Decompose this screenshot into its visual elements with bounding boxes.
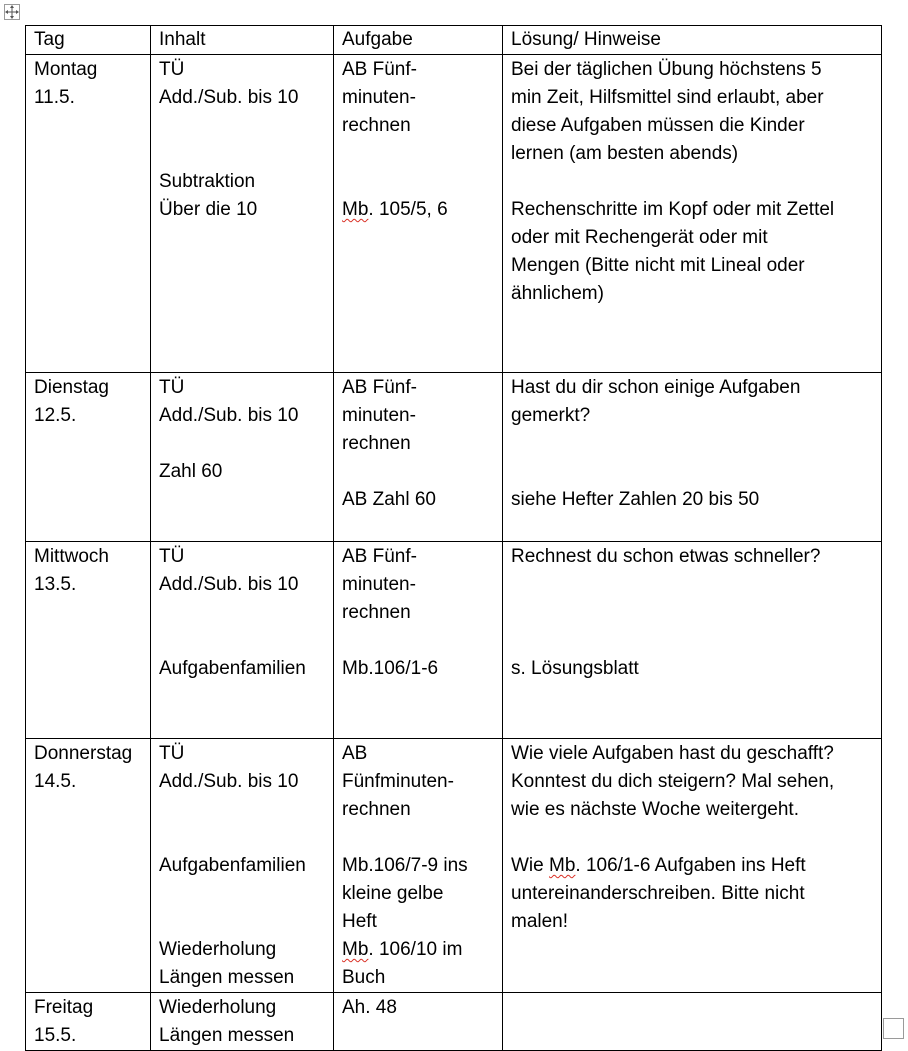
cell-loesung[interactable] — [503, 55, 882, 373]
table-header-row — [26, 26, 882, 55]
cell-line: Hast du dir schon einige Aufgaben — [511, 377, 801, 398]
cell-line: AB — [342, 743, 368, 764]
cell-line: Bei der täglichen Übung höchstens 5 — [511, 59, 822, 80]
cell-line: Add./Sub. bis 10 — [159, 87, 299, 108]
header-cell-loesung[interactable]: Lösung/ Hinweise — [503, 26, 882, 55]
table-row — [26, 373, 882, 542]
table-row — [26, 55, 882, 373]
blank-line — [342, 140, 494, 168]
cell-line: Freitag — [34, 997, 94, 1018]
table-row — [26, 739, 882, 993]
cell-line: Ah. 48 — [342, 997, 397, 1018]
blank-line — [511, 430, 873, 458]
cell-line: 12.5. — [34, 405, 77, 426]
cell-tag[interactable] — [26, 373, 151, 542]
cell-line: diese Aufgaben müssen die Kinder — [511, 115, 805, 136]
cell-line: Über die 10 — [159, 199, 258, 220]
cell-line: Buch — [342, 967, 386, 988]
cell-line: minuten- — [342, 574, 416, 595]
cell-line: Wiederholung — [159, 997, 277, 1018]
cell-line: Konntest du dich steigern? Mal sehen, — [511, 771, 835, 792]
cell-line: 15.5. — [34, 1025, 77, 1046]
cell-aufgabe[interactable] — [334, 993, 503, 1051]
cell-line: AB Fünf- — [342, 546, 417, 567]
cell-inhalt[interactable] — [151, 993, 334, 1051]
cell-line: Zahl 60 — [159, 461, 223, 482]
header-cell-aufgabe[interactable]: Aufgabe — [334, 26, 503, 55]
weekly-plan-table — [25, 25, 882, 1051]
cell-loesung[interactable] — [503, 993, 882, 1051]
cell-line: Add./Sub. bis 10 — [159, 771, 299, 792]
blank-line — [511, 627, 873, 655]
table-row — [26, 542, 882, 739]
cell-aufgabe[interactable] — [334, 55, 503, 373]
blank-line — [511, 168, 873, 196]
cell-line: kleine gelbe — [342, 883, 444, 904]
cell-line: TÜ — [159, 743, 185, 764]
blank-line — [511, 599, 873, 627]
table-row — [26, 993, 882, 1051]
table-resize-handle[interactable] — [883, 1018, 904, 1039]
cell-inhalt[interactable] — [151, 739, 334, 993]
cell-tag[interactable] — [26, 55, 151, 373]
cell-line: gemerkt? — [511, 405, 591, 426]
header-cell-tag[interactable]: Tag — [26, 26, 151, 55]
cell-line: Mb.106/7-9 ins — [342, 855, 468, 876]
cell-line: oder mit Rechengerät oder mit — [511, 227, 768, 248]
cell-line: Rechnest du schon etwas schneller? — [511, 546, 821, 567]
header-cell-inhalt[interactable]: Inhalt — [151, 26, 334, 55]
cell-line: Wie Mb. 106/1-6 Aufgaben ins Heft — [511, 855, 806, 876]
cell-loesung[interactable] — [503, 373, 882, 542]
cell-line: Rechenschritte im Kopf oder mit Zettel — [511, 199, 835, 220]
cell-line: minuten- — [342, 87, 416, 108]
cell-line: untereinanderschreiben. Bitte nicht — [511, 883, 805, 904]
blank-line — [511, 458, 873, 486]
cell-line: ähnlichem) — [511, 283, 604, 304]
cell-line: Wie viele Aufgaben hast du geschafft? — [511, 743, 834, 764]
cell-line: Mb.106/1-6 — [342, 658, 439, 679]
blank-line — [511, 571, 873, 599]
cell-line: malen! — [511, 911, 569, 932]
cell-line: lernen (am besten abends) — [511, 143, 739, 164]
cell-inhalt[interactable] — [151, 373, 334, 542]
blank-line — [159, 627, 325, 655]
blank-line — [159, 908, 325, 936]
cell-line: rechnen — [342, 433, 411, 454]
spellcheck-squiggle: Mb — [342, 939, 369, 960]
cell-loesung[interactable] — [503, 739, 882, 993]
cell-line: Add./Sub. bis 10 — [159, 405, 299, 426]
cell-line: rechnen — [342, 799, 411, 820]
cell-line: Donnerstag — [34, 743, 133, 764]
blank-line — [342, 824, 494, 852]
cell-loesung[interactable] — [503, 542, 882, 739]
cell-line: wie es nächste Woche weitergeht. — [511, 799, 799, 820]
cell-line: rechnen — [342, 115, 411, 136]
cell-line: Aufgabenfamilien — [159, 855, 306, 876]
cell-line: Wiederholung — [159, 939, 277, 960]
cell-line: TÜ — [159, 59, 185, 80]
cell-line: Mittwoch — [34, 546, 109, 567]
blank-line — [159, 880, 325, 908]
cell-line: rechnen — [342, 602, 411, 623]
table-move-handle[interactable] — [4, 4, 20, 20]
cell-line: 14.5. — [34, 771, 77, 792]
cell-line: Längen messen — [159, 967, 295, 988]
cell-line: Dienstag — [34, 377, 109, 398]
blank-line — [159, 430, 325, 458]
cell-line: Subtraktion — [159, 171, 256, 192]
blank-line — [342, 458, 494, 486]
spellcheck-squiggle: Mb — [342, 199, 369, 220]
cell-line: Montag — [34, 59, 98, 80]
cell-tag[interactable] — [26, 993, 151, 1051]
cell-tag[interactable] — [26, 739, 151, 993]
cell-line: 11.5. — [34, 87, 75, 108]
cell-line: AB Zahl 60 — [342, 489, 436, 510]
cell-line: Mb. 106/10 im — [342, 939, 463, 960]
cell-line: Mb. 105/5, 6 — [342, 199, 448, 220]
cell-inhalt[interactable] — [151, 55, 334, 373]
cell-line: minuten- — [342, 405, 416, 426]
blank-line — [159, 796, 325, 824]
cell-tag[interactable] — [26, 542, 151, 739]
spellcheck-squiggle: Mb — [549, 855, 576, 876]
blank-line — [159, 599, 325, 627]
cell-line: TÜ — [159, 377, 185, 398]
blank-line — [159, 112, 325, 140]
cell-line: s. Lösungsblatt — [511, 658, 639, 679]
cell-line: AB Fünf- — [342, 377, 417, 398]
cell-aufgabe[interactable] — [334, 542, 503, 739]
cell-inhalt[interactable] — [151, 542, 334, 739]
cell-line: AB Fünf- — [342, 59, 417, 80]
blank-line — [342, 627, 494, 655]
cell-line: Fünfminuten- — [342, 771, 454, 792]
move-arrows-icon — [5, 5, 19, 19]
cell-line: 13.5. — [34, 574, 77, 595]
cell-line: Add./Sub. bis 10 — [159, 574, 299, 595]
blank-line — [342, 168, 494, 196]
cell-aufgabe[interactable] — [334, 373, 503, 542]
cell-line: min Zeit, Hilfsmittel sind erlaubt, aber — [511, 87, 824, 108]
blank-line — [159, 824, 325, 852]
cell-line: Aufgabenfamilien — [159, 658, 306, 679]
cell-line: TÜ — [159, 546, 185, 567]
blank-line — [511, 824, 873, 852]
cell-line: Längen messen — [159, 1025, 295, 1046]
cell-aufgabe[interactable] — [334, 739, 503, 993]
blank-line — [159, 140, 325, 168]
cell-line: Heft — [342, 911, 377, 932]
cell-line: Mengen (Bitte nicht mit Lineal oder — [511, 255, 805, 276]
cell-line: siehe Hefter Zahlen 20 bis 50 — [511, 489, 760, 510]
